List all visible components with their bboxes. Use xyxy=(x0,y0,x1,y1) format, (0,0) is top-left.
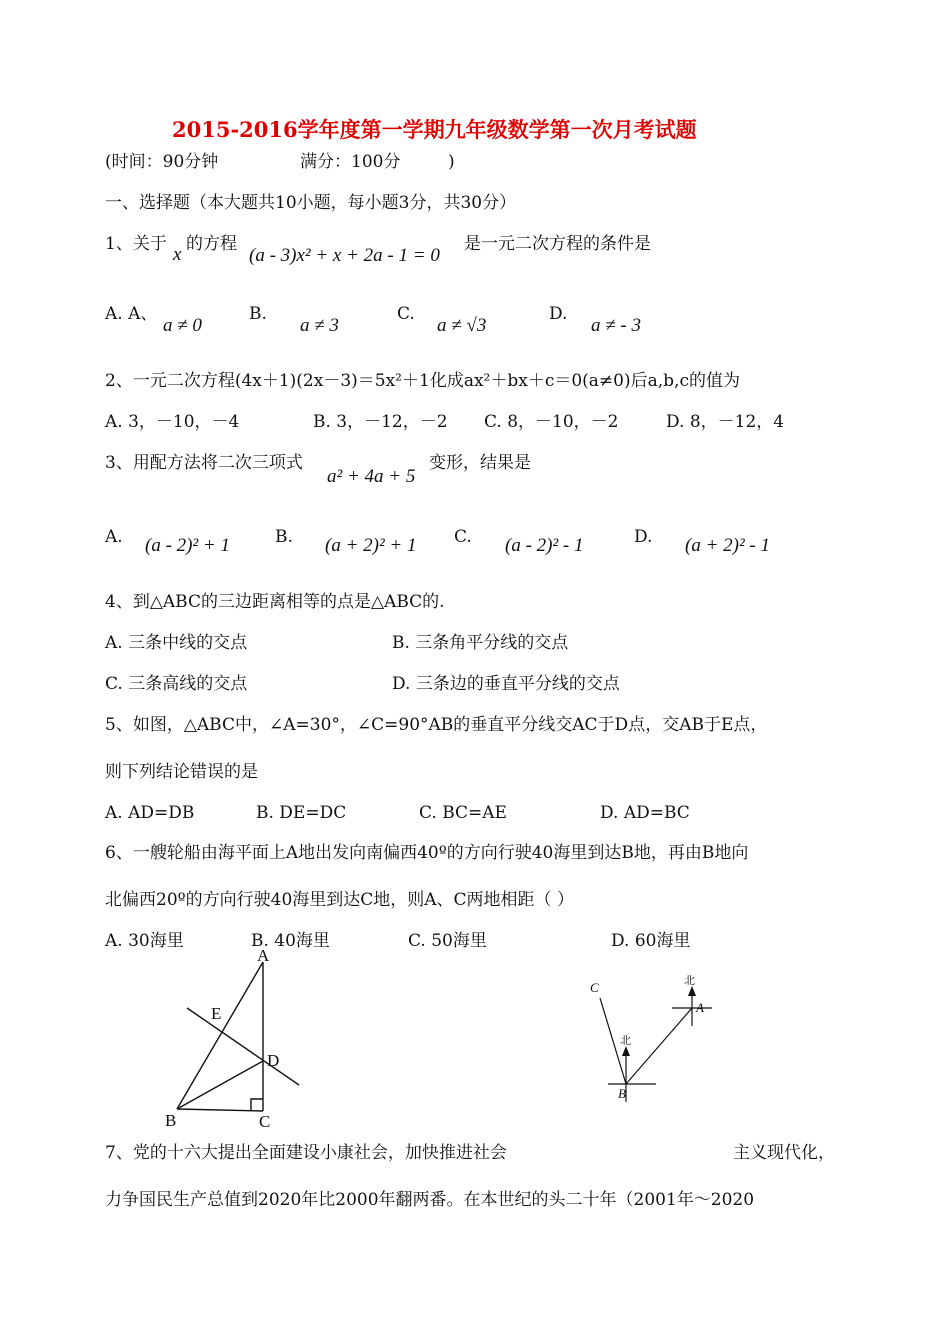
q6-stem-line1: 6、一艘轮船由海平面上A地出发向南偏西40º的方向行驶40海里到达B地，再由B地向 xyxy=(105,843,749,863)
q4-option-d: D. 三条边的垂直平分线的交点 xyxy=(392,674,620,694)
q3-stem-a: 3、用配方法将二次三项式 xyxy=(105,453,303,473)
q4-option-b: B. 三条角平分线的交点 xyxy=(392,633,569,653)
q5-stem-line1: 5、如图，△ABC中，∠A=30°，∠C=90°AB的垂直平分线交AC于D点，交AB于E点， xyxy=(105,715,768,735)
section-heading: 一、选择题（本大题共10小题，每小题3分，共30分） xyxy=(105,193,517,213)
q5-stem-line2: 则下列结论错误的是 xyxy=(105,762,258,782)
q3-option-d: (a + 2)² - 1 xyxy=(685,535,770,556)
q3-option-c: (a - 2)² - 1 xyxy=(505,535,584,556)
q7-stem-line1a: 7、党的十六大提出全面建设小康社会，加快推进社会 xyxy=(105,1143,507,1163)
label-north-b: 北 xyxy=(620,1035,631,1047)
q1-label-d: D. xyxy=(549,304,568,324)
label-b: B xyxy=(165,1111,177,1130)
q1-equation: (a - 3)x² + x + 2a - 1 = 0 xyxy=(249,245,440,266)
q1-label-c: C. xyxy=(397,304,415,324)
label-c: C xyxy=(590,980,599,995)
q5-option-a: A. AD=DB xyxy=(105,803,195,823)
label-a: A xyxy=(696,1000,704,1015)
q5-option-c: C. BC=AE xyxy=(419,803,507,823)
label-c: C xyxy=(259,1112,271,1130)
q5-option-b: B. DE=DC xyxy=(256,803,347,823)
q7-stem-line2: 力争国民生产总值到2020年比2000年翻两番。在本世纪的头二十年（2001年～2020 xyxy=(105,1190,755,1210)
q6-option-b: B. 40海里 xyxy=(251,931,330,951)
q3-expression: a² + 4a + 5 xyxy=(327,466,416,487)
side-ab xyxy=(177,962,263,1109)
q1-stem-c: 是一元二次方程的条件是 xyxy=(464,234,651,254)
right-angle-mark xyxy=(251,1099,263,1111)
q1-option-a: a ≠ 0 xyxy=(163,315,202,336)
q3-label-c: C. xyxy=(454,527,472,547)
q6-option-d: D. 60海里 xyxy=(611,931,691,951)
label-north-a: 北 xyxy=(684,975,695,987)
q1-stem-b: 的方程 xyxy=(186,234,237,254)
q1-label-a: A. A、 xyxy=(105,304,158,324)
q6-option-c: C. 50海里 xyxy=(408,931,487,951)
q1-option-d: a ≠ - 3 xyxy=(591,315,642,336)
segment-bd xyxy=(177,1061,263,1109)
route-figure xyxy=(580,970,730,1110)
exam-score: 满分：100分 xyxy=(300,152,401,172)
exam-time: (时间：90分钟 xyxy=(105,152,219,172)
side-bc xyxy=(177,1109,263,1111)
q3-label-b: B. xyxy=(275,527,293,547)
q2-option-a: A. 3，－10，－4 xyxy=(105,412,240,432)
q1-variable: x xyxy=(173,244,182,265)
q3-label-d: D. xyxy=(634,527,653,547)
q4-option-a: A. 三条中线的交点 xyxy=(105,633,248,653)
label-a: A xyxy=(257,946,270,965)
q6-stem-line2: 北偏西20º的方向行驶40海里到达C地，则A、C两地相距（ ） xyxy=(105,890,574,910)
q7-stem-line1b: 主义现代化， xyxy=(733,1143,835,1163)
q1-option-b: a ≠ 3 xyxy=(300,315,339,336)
q3-label-a: A. xyxy=(105,527,123,547)
q1-stem-a: 1、关于 xyxy=(105,234,167,254)
q2-option-b: B. 3，－12，－2 xyxy=(313,412,448,432)
q2-option-c: C. 8，－10，－2 xyxy=(484,412,619,432)
q6-option-a: A. 30海里 xyxy=(105,931,184,951)
page-title: 2015-2016学年度第一学期九年级数学第一次月考试题 xyxy=(172,117,697,142)
q1-label-b: B. xyxy=(249,304,267,324)
label-d: D xyxy=(267,1051,280,1070)
q2-option-d: D. 8，－12，4 xyxy=(666,412,785,432)
q3-stem-b: 变形，结果是 xyxy=(429,453,531,473)
route-ba xyxy=(626,1008,692,1084)
q1-option-c: a ≠ √3 xyxy=(437,315,487,336)
triangle-figure xyxy=(155,945,315,1130)
q3-option-b: (a + 2)² + 1 xyxy=(325,535,417,556)
q4-option-c: C. 三条高线的交点 xyxy=(105,674,248,694)
north-arrow-b-icon xyxy=(622,1046,630,1056)
label-e: E xyxy=(211,1004,222,1023)
q5-option-d: D. AD=BC xyxy=(600,803,690,823)
q3-option-a: (a - 2)² + 1 xyxy=(145,535,230,556)
label-b: B xyxy=(618,1086,626,1101)
north-arrow-a-icon xyxy=(688,986,696,996)
q2-stem: 2、一元二次方程(4x＋1)(2x－3)＝5x²＋1化成ax²＋bx＋c＝0(a≠0)后a,b,c的值为 xyxy=(105,371,740,391)
info-close-paren: ) xyxy=(448,152,455,172)
q4-stem: 4、到△ABC的三边距离相等的点是△ABC的. xyxy=(105,592,445,612)
perpendicular-bisector xyxy=(187,1008,299,1085)
